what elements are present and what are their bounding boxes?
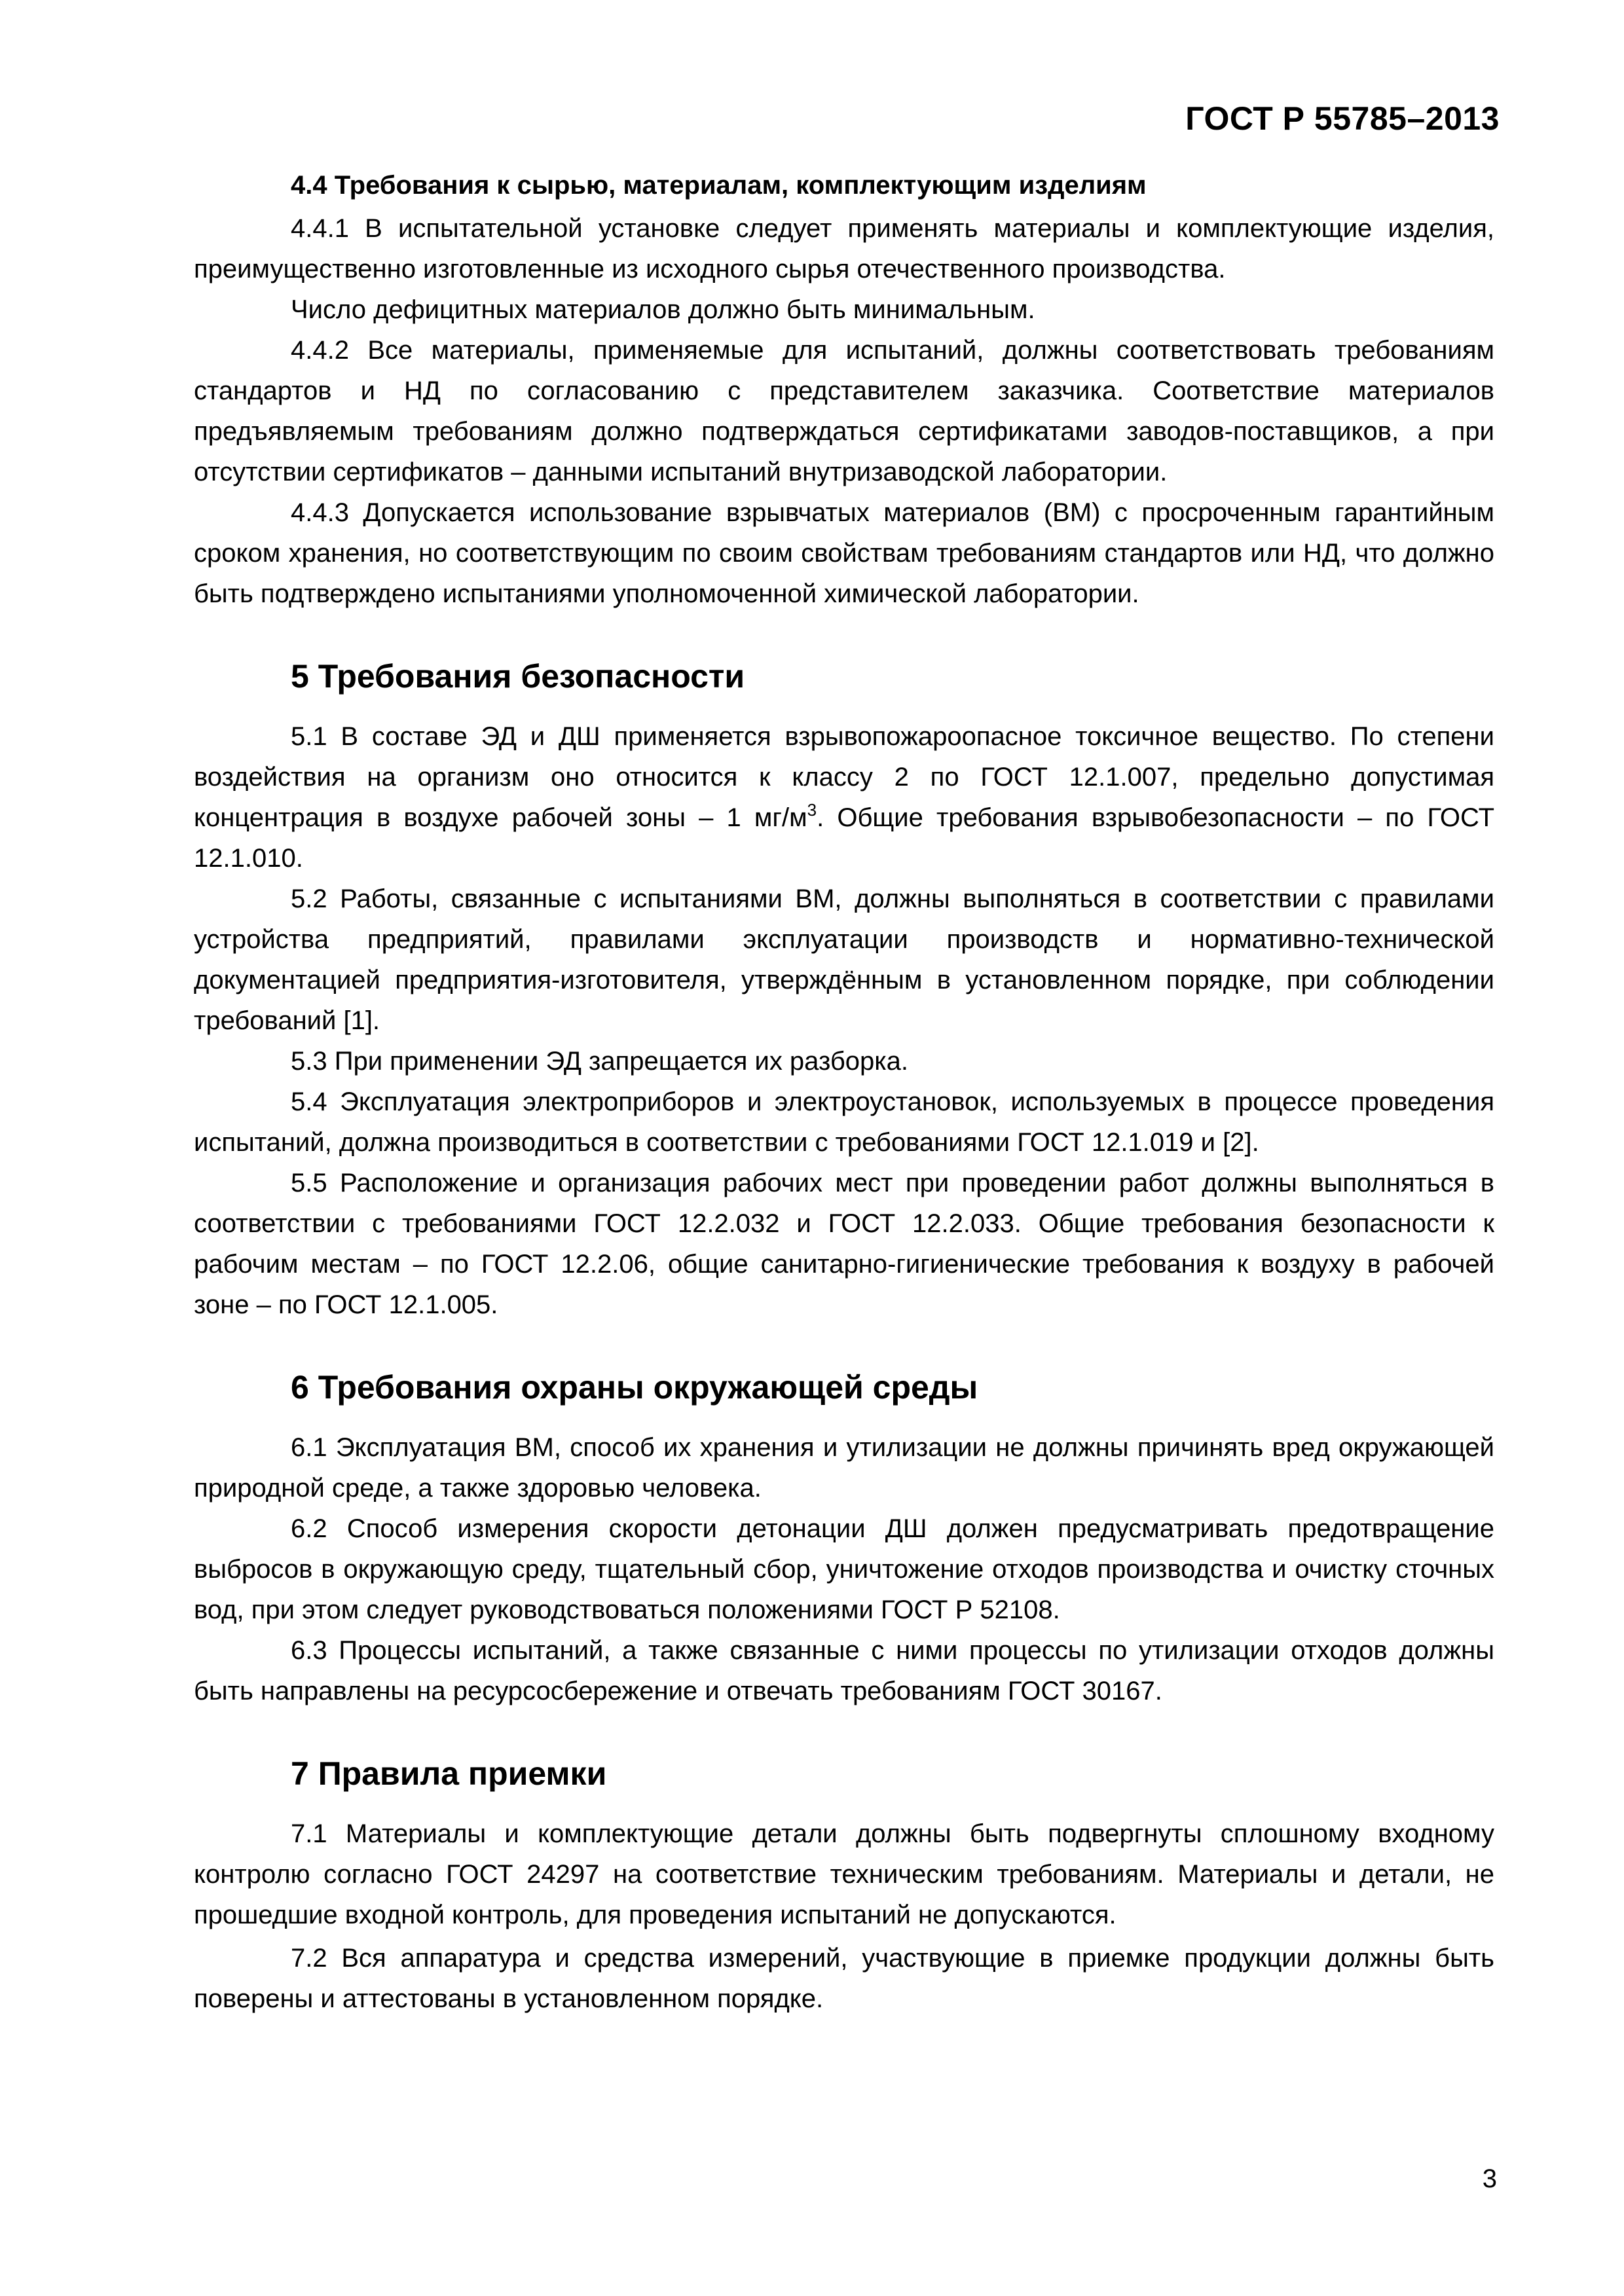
paragraph-6-2: 6.2 Способ измерения скорости детонации ДШ должен предусматривать предотвращение выбросов в окружающую среду, тщательный сбор, уничтожение отходов производства и очистку сточных вод, при этом следует руководствоваться положениями ГОСТ Р 52108. (194, 1514, 1494, 1624)
paragraph-5-3: 5.3 При применении ЭД запрещается их разборка. (291, 1047, 909, 1076)
paragraph-5-2: 5.2 Работы, связанные с испытаниями ВМ, должны выполняться в соответствии с правилами устройства предприятий, правилами эксплуатации производств и нормативно-технической документацией предприятия-изготовителя, утверждённым в установленном порядке, при соблюдении требований [1]. (194, 884, 1494, 1035)
subsection-heading-4-4: 4.4 Требования к сырью, материалам, комплектующим изделиям (291, 171, 1147, 200)
page-number: 3 (1482, 2164, 1497, 2193)
paragraph-4-4-2: 4.4.2 Все материалы, применяемые для испытаний, должны соответствовать требованиям стандартов и НД по согласованию с представителем заказчика. Соответствие материалов предъявляемым требованиям должно подтверждаться сертификатами заводов-поставщиков, а при отсутствии сертификатов – данными испытаний внутризаводской лаборатории. (194, 336, 1494, 486)
paragraph-5-1-text: 5.1 В составе ЭД и ДШ применяется взрывопожароопасное токсичное вещество. По степени воздействия на организм оно относится к классу 2 по ГОСТ 12.1.007, предельно допустимая концентрация в воздухе рабочей зоны – 1 мг/м (194, 722, 1494, 832)
paragraph-7-1: 7.1 Материалы и комплектующие детали должны быть подвергнуты сплошному входному контролю согласно ГОСТ 24297 на соответствие техническим требованиям. Материалы и детали, не прошедшие входной контроль, для проведения испытаний не допускаются. (194, 1819, 1494, 1929)
page-content (194, 165, 1494, 2019)
section-heading-7: 7 Правила приемки (291, 1755, 607, 1792)
section-heading-5: 5 Требования безопасности (291, 658, 745, 695)
paragraph-7-2: 7.2 Вся аппаратура и средства измерений, участвующие в приемке продукции должны быть поверены и аттестованы в установленном порядке. (194, 1944, 1494, 2013)
paragraph-6-1: 6.1 Эксплуатация ВМ, способ их хранения и утилизации не должны причинять вред окружающей природной среде, а также здоровью человека. (194, 1433, 1494, 1503)
document-code: ГОСТ Р 55785–2013 (1185, 100, 1500, 137)
paragraph-5-1 (194, 716, 1494, 879)
paragraph-6-3: 6.3 Процессы испытаний, а также связанные с ними процессы по утилизации отходов должны быть направлены на ресурсосбережение и отвечать требованиям ГОСТ 30167. (194, 1636, 1494, 1705)
paragraph-deficit-materials: Число дефицитных материалов должно быть минимальным. (291, 295, 1035, 324)
paragraph-5-5: 5.5 Расположение и организация рабочих мест при проведении работ должны выполняться в соответствии с требованиями ГОСТ 12.2.032 и ГОСТ 12.2.033. Общие требования безопасности к рабочим местам – по ГОСТ 12.2.06, общие санитарно-гигиенические требования к воздуху в рабочей зоне – по ГОСТ 12.1.005. (194, 1169, 1494, 1319)
paragraph-5-4: 5.4 Эксплуатация электроприборов и электроустановок, используемых в процессе проведения испытаний, должна производиться в соответствии с требованиями ГОСТ 12.1.019 и [2]. (194, 1087, 1494, 1157)
paragraph-5-1-tail: . Общие требования взрывобезопасности – по ГОСТ 12.1.010. (194, 803, 1494, 873)
section-heading-6: 6 Требования охраны окружающей среды (291, 1369, 978, 1406)
paragraph-4-4-3: 4.4.3 Допускается использование взрывчатых материалов (ВМ) с просроченным гарантийным сроком хранения, но соответствующим по своим свойствам требованиям стандартов или НД, что должно быть подтверждено испытаниями уполномоченной химической лаборатории. (194, 498, 1494, 608)
paragraph-4-4-1: 4.4.1 В испытательной установке следует применять материалы и комплектующие изделия, преимущественно изготовленные из исходного сырья отечественного производства. (194, 214, 1494, 283)
superscript-3: 3 (807, 799, 817, 820)
